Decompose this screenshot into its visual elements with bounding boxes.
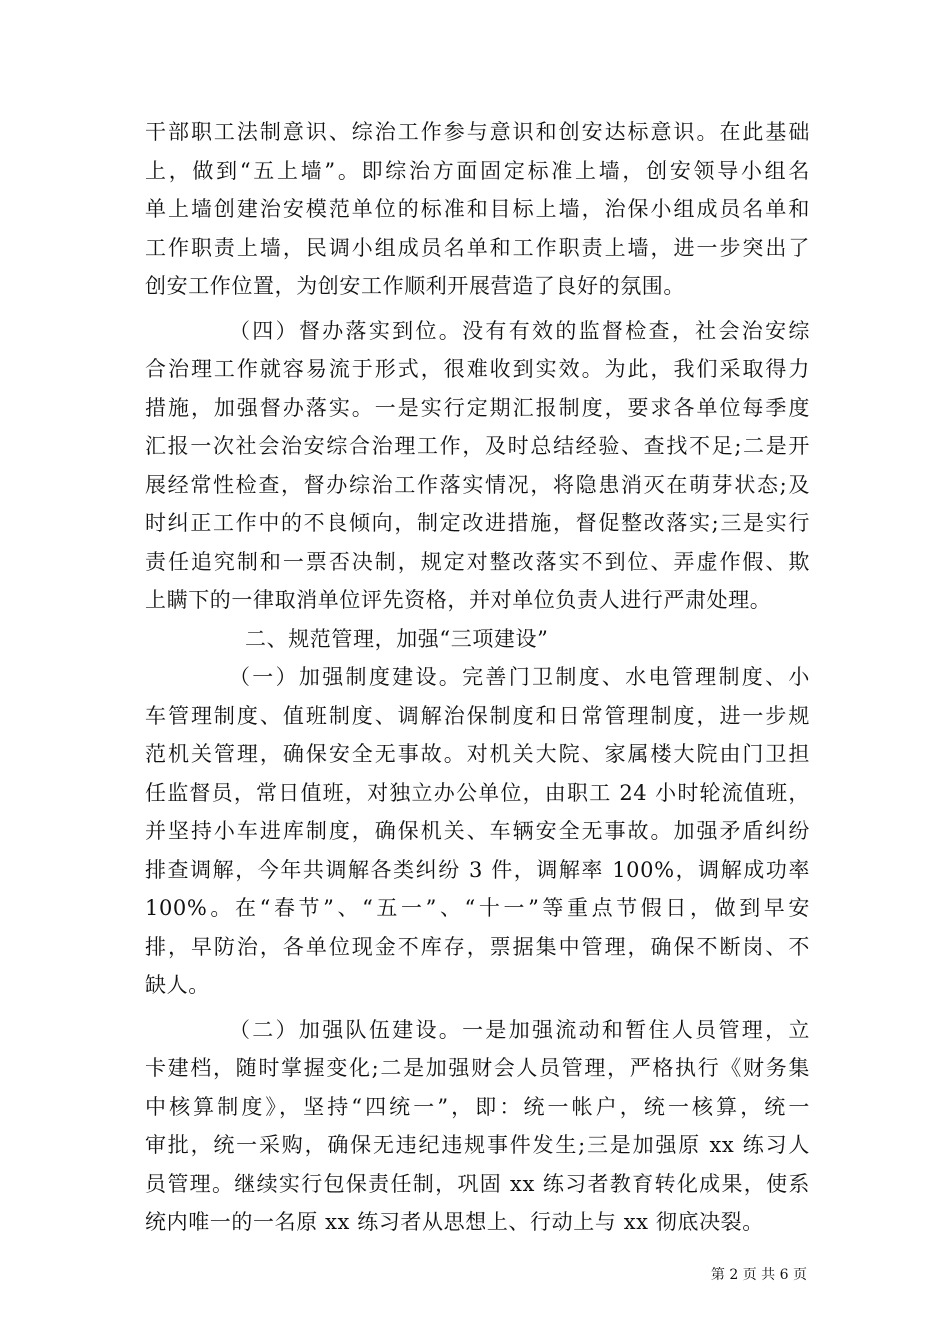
text-line: 统内唯一的一名原 xx 练习者从思想上、行动上与 xx 彻底决裂。: [145, 1210, 764, 1234]
text-line: 汇报一次社会治安综合治理工作，及时总结经验、查找不足;二是开: [145, 434, 810, 458]
text-line: 并坚持小车进库制度，确保机关、车辆安全无事故。加强矛盾纠纷: [145, 819, 810, 843]
text-line: （四）督办落实到位。没有有效的监督检查，社会治安综: [229, 318, 810, 343]
text-line: 任监督员，常日值班，对独立办公单位，由职工 24 小时轮流值班，: [145, 780, 810, 805]
text-line: 责任追究制和一票否决制，规定对整改落实不到位、弄虚作假、欺: [145, 549, 810, 574]
text-line: 时纠正工作中的不良倾向，制定改进措施，督促整改落实;三是实行: [145, 511, 810, 535]
paragraph-supervision: [145, 312, 810, 620]
text-line: 排查调解，今年共调解各类纠纷 3 件，调解率 100%，调解成功率: [145, 857, 810, 882]
paragraph-system-building: [145, 658, 810, 1005]
text-line: 范机关管理，确保安全无事故。对机关大院、家属楼大院由门卫担: [145, 742, 810, 766]
text-line: 车管理制度、值班制度、调解治保制度和日常管理制度，进一步规: [145, 703, 810, 728]
document-body: [145, 113, 810, 1242]
paragraph-continuation: [145, 113, 810, 306]
text-line: 工作职责上墙，民调小组成员名单和工作职责上墙，进一步突出了: [145, 235, 810, 260]
text-line: 卡建档，随时掌握变化;二是加强财会人员管理，严格执行《财务集: [145, 1056, 810, 1080]
text-line: （一）加强制度建设。完善门卫制度、水电管理制度、小: [229, 665, 810, 689]
text-line: 措施，加强督办落实。一是实行定期汇报制度，要求各单位每季度: [145, 395, 810, 420]
text-line: 100%。在“春节”、“五一”、“十一”等重点节假日，做到早安: [145, 896, 810, 920]
page-number: 第 2 页 共 6 页: [710, 1267, 807, 1283]
text-line: 单上墙创建治安模范单位的标准和目标上墙，治保小组成员名单和: [145, 197, 810, 221]
text-line: 中核算制度》，坚持“四统一”，即：统一帐户，统一核算，统一: [145, 1094, 810, 1119]
text-line: 上瞒下的一律取消单位评先资格，并对单位负责人进行严肃处理。: [145, 588, 772, 612]
text-line: 合治理工作就容易流于形式，很难收到实效。为此，我们采取得力: [145, 357, 810, 381]
text-line: 创安工作位置，为创安工作顺利开展营造了良好的氛围。: [145, 274, 685, 298]
text-line: 员管理。继续实行包保责任制，巩固 xx 练习者教育转化成果，使系: [145, 1171, 810, 1196]
text-line: 排，早防治，各单位现金不库存，票据集中管理，确保不断岗、不: [145, 934, 810, 959]
paragraph-team-building: [145, 1011, 810, 1242]
text-line: 展经常性检查，督办综治工作落实情况，将隐患消灭在萌芽状态;及: [145, 472, 810, 497]
text-line: 缺人。: [145, 973, 210, 997]
text-line: 审批，统一采购，确保无违纪违规事件发生;三是加强原 xx 练习人: [145, 1133, 810, 1157]
text-line: 上，做到“五上墙”。即综治方面固定标准上墙，创安领导小组名: [145, 158, 810, 183]
text-line: 干部职工法制意识、综治工作参与意识和创安达标意识。在此基础: [145, 120, 810, 144]
section-heading: 二、规范管理，加强“三项建设”: [245, 626, 549, 651]
text-line: （二）加强队伍建设。一是加强流动和暂住人员管理，立: [229, 1017, 810, 1042]
